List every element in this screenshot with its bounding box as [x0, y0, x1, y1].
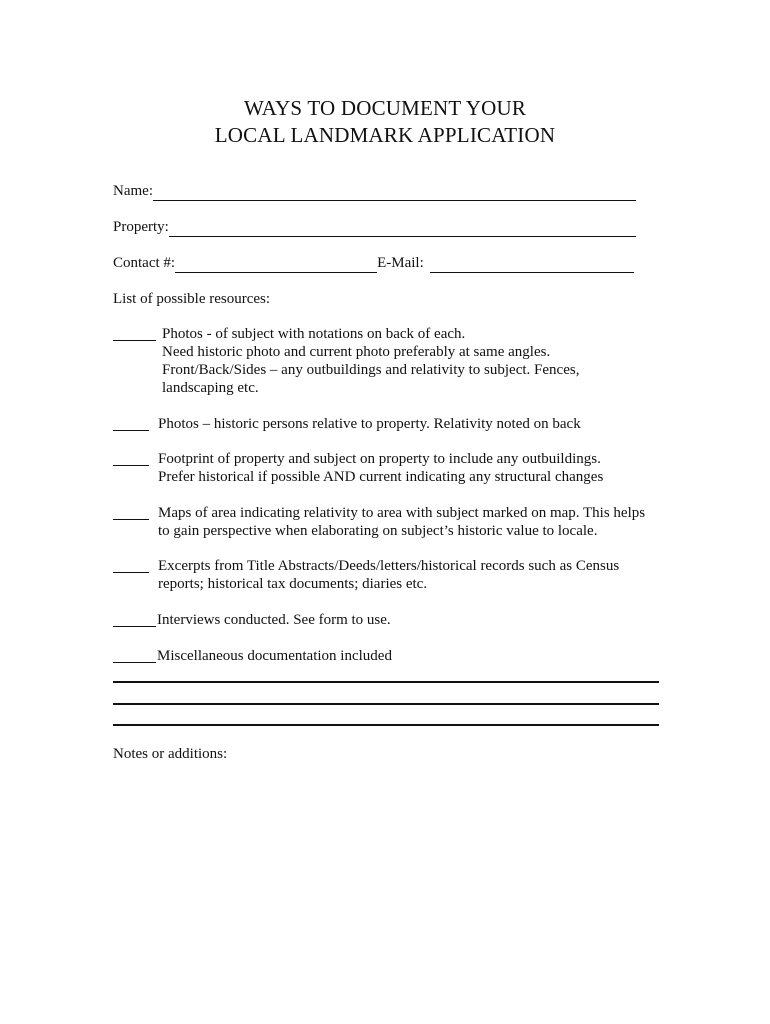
contact-field-row: [113, 253, 634, 273]
resource-checkbox-footprint[interactable]: [113, 465, 149, 466]
name-label: Name:: [113, 183, 153, 199]
resource-checkbox-excerpts[interactable]: [113, 572, 149, 573]
resource-text: Miscellaneous documentation included: [157, 648, 392, 664]
resource-text: Interviews conducted. See form to use.: [157, 612, 391, 628]
resource-text: Maps of area indicating relativity to area with subject marked on map. This helps: [158, 505, 646, 521]
name-field-row: [113, 181, 636, 201]
name-input-line[interactable]: [153, 185, 636, 201]
resource-text: landscaping etc.: [162, 380, 259, 396]
resource-checkbox-photos-subject[interactable]: [113, 340, 156, 341]
writing-line-1[interactable]: [113, 681, 659, 683]
resource-text: Photos – historic persons relative to property. Relativity noted on back: [158, 416, 581, 432]
resource-text: Photos - of subject with notations on back of each.: [162, 326, 466, 342]
resource-text: reports; historical tax documents; diaries etc.: [158, 576, 428, 592]
resource-checkbox-maps[interactable]: [113, 519, 149, 520]
resource-text: Excerpts from Title Abstracts/Deeds/letters/historical records such as Census: [158, 558, 620, 574]
resource-text: Footprint of property and subject on property to include any outbuildings.: [158, 451, 601, 467]
resource-text: Front/Back/Sides – any outbuildings and relativity to subject. Fences,: [162, 362, 580, 378]
writing-line-2[interactable]: [113, 703, 659, 705]
resource-checkbox-interviews[interactable]: [113, 626, 156, 627]
property-field-row: [113, 217, 636, 237]
resources-heading: List of possible resources:: [113, 291, 271, 307]
resource-text: Need historic photo and current photo preferably at same angles.: [162, 344, 551, 360]
writing-line-3[interactable]: [113, 724, 659, 726]
resource-text: to gain perspective when elaborating on subject’s historic value to locale.: [158, 523, 598, 539]
resource-text: Prefer historical if possible AND current indicating any structural changes: [158, 469, 604, 485]
email-input-line[interactable]: [430, 257, 634, 273]
notes-label: Notes or additions:: [113, 746, 228, 762]
title-line-2: LOCAL LANDMARK APPLICATION: [214, 123, 556, 147]
title-line-1: WAYS TO DOCUMENT YOUR: [243, 96, 527, 120]
email-label: E-Mail:: [377, 255, 424, 271]
resource-checkbox-photos-persons[interactable]: [113, 430, 149, 431]
contact-label: Contact #:: [113, 255, 176, 271]
resource-checkbox-misc[interactable]: [113, 662, 156, 663]
property-input-line[interactable]: [169, 221, 636, 237]
property-label: Property:: [113, 219, 169, 235]
contact-input-line[interactable]: [175, 257, 377, 273]
